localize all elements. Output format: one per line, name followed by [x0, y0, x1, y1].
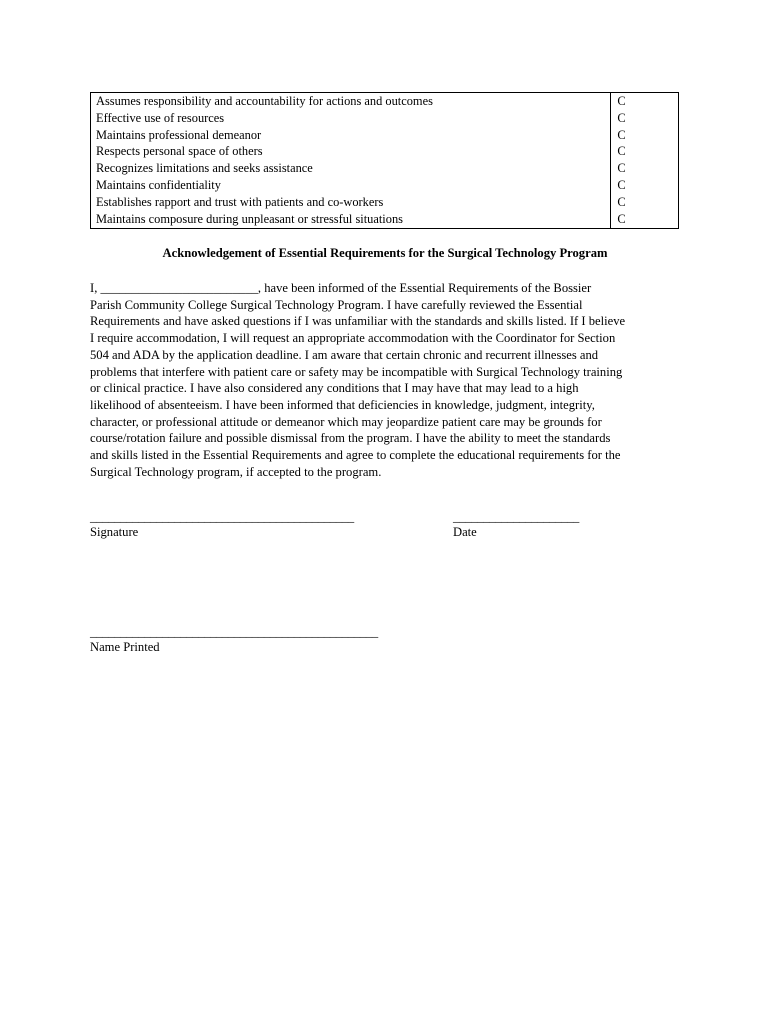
name-printed-line: ________________________________________________ [90, 625, 378, 639]
requirement-description: Establishes rapport and trust with patients and co-workers [90, 194, 611, 211]
requirement-description: Effective use of resources [90, 110, 611, 127]
paragraph-line: Requirements and have asked questions if I was unfamiliar with the standards and skills listed. If I believe [90, 314, 626, 329]
requirement-description: Maintains confidentiality [90, 177, 611, 194]
paragraph-line: Parish Community College Surgical Technology Program. I have carefully reviewed the Essential [90, 297, 583, 312]
table-row [90, 177, 680, 194]
paragraph-line: I, _________________________, have been informed of the Essential Requirements of the Bossier [90, 281, 592, 295]
requirement-description: Assumes responsibility and accountability for actions and outcomes [90, 92, 611, 110]
requirement-description: Recognizes limitations and seeks assistance [90, 160, 611, 177]
acknowledgement-heading: Acknowledgement of Essential Requirements for the Surgical Technology Program [162, 246, 608, 260]
requirement-code: C [617, 211, 626, 226]
table-row [90, 211, 680, 229]
paragraph-line: course/rotation failure and possible dismissal from the program. I have the ability to meet the standards [90, 431, 611, 446]
signature-label: Signature [90, 525, 139, 539]
requirement-description: Maintains professional demeanor [90, 127, 611, 144]
paragraph-line: I require accommodation, I will request an appropriate accommodation with the Coordinator for Section [90, 331, 616, 346]
requirement-code: C [617, 194, 626, 209]
requirement-code: C [617, 127, 626, 142]
paragraph-line: problems that interfere with patient care or safety may be incompatible with Surgical Technology training [90, 364, 623, 379]
requirement-code: C [617, 94, 626, 108]
paragraph-line: Surgical Technology program, if accepted to the program. [90, 464, 382, 479]
paragraph-line: character, or professional attitude or demeanor which may jeopardize patient care may be grounds for [90, 414, 602, 429]
name-printed-label: Name Printed [90, 640, 160, 654]
requirement-description: Respects personal space of others [90, 143, 611, 160]
paragraph-line: or clinical practice. I have also considered any conditions that I may have that may lead to a high [90, 381, 579, 396]
table-row [90, 194, 680, 211]
paragraph-line: 504 and ADA by the application deadline. I am aware that certain chronic and recurrent illnesses and [90, 347, 599, 362]
table-row [90, 110, 680, 127]
requirement-code: C [617, 144, 626, 159]
table-row [90, 143, 680, 160]
signature-line: ____________________________________________ [90, 510, 354, 524]
paragraph-line: and skills listed in the Essential Requirements and agree to complete the educational requirements for the [90, 448, 621, 463]
date-line: _____________________ [453, 510, 579, 524]
paragraph-line: likelihood of absenteeism. I have been informed that deficiencies in knowledge, judgment, integrity, [90, 397, 595, 412]
requirement-description: Maintains composure during unpleasant or stressful situations [90, 211, 611, 229]
date-label: Date [453, 525, 477, 539]
requirement-code: C [617, 177, 626, 192]
table-row [90, 92, 680, 110]
table-row [90, 127, 680, 144]
acknowledgement-paragraph [90, 280, 690, 480]
requirement-code: C [617, 161, 626, 176]
table-row [90, 160, 680, 177]
requirement-code: C [617, 110, 626, 125]
requirements-table [90, 92, 680, 228]
